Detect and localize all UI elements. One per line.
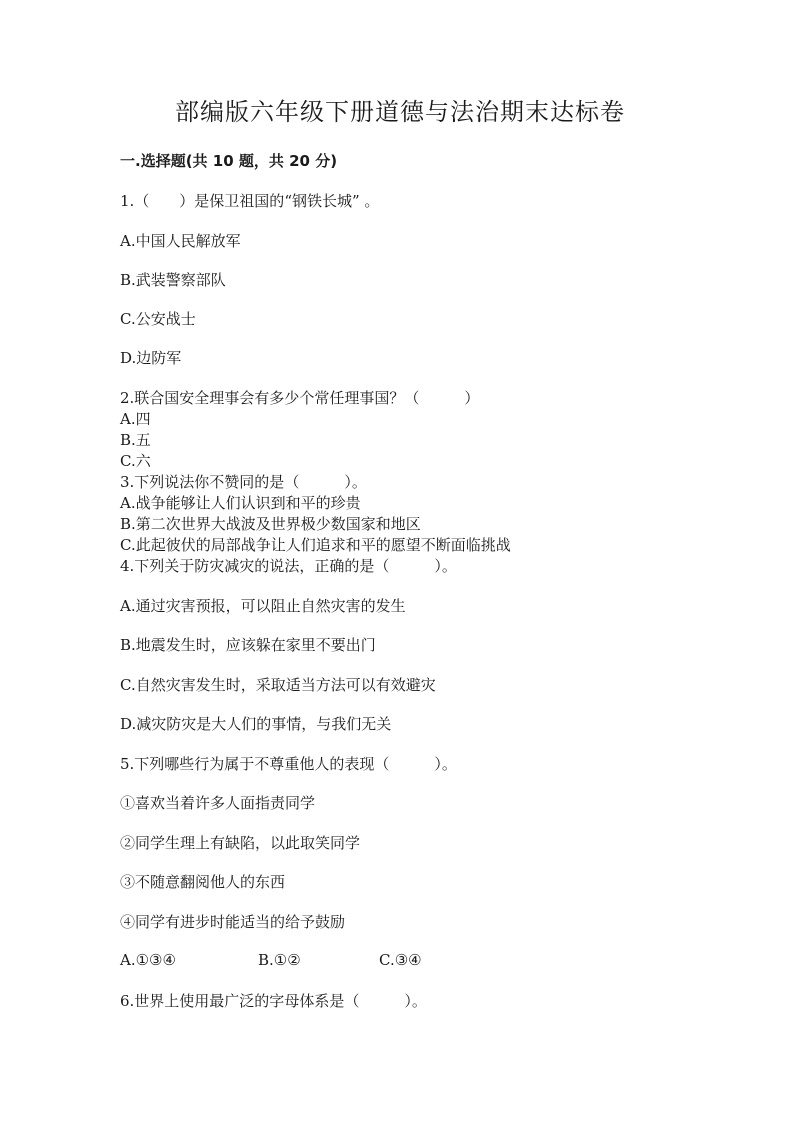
question-3-option-a: A.战争能够让人们认识到和平的珍贵 — [120, 494, 361, 512]
question-5-statement-1: ①喜欢当着许多人面指责同学 — [120, 794, 316, 812]
question-5-stem: 5.下列哪些行为属于不尊重他人的表现（ ）。 — [120, 755, 457, 773]
question-4-option-a: A.通过灾害预报，可以阻止自然灾害的发生 — [120, 597, 406, 615]
question-1-option-d: D.边防军 — [120, 349, 182, 367]
question-1-option-a: A.中国人民解放军 — [120, 232, 241, 250]
question-3-stem: 3.下列说法你不赞同的是（ ）。 — [120, 473, 367, 491]
question-1-option-b: B.武装警察部队 — [120, 271, 226, 289]
question-2-option-b: B.五 — [120, 431, 151, 449]
question-1-option-c: C.公安战士 — [120, 310, 196, 328]
question-4-stem: 4.下列关于防灾减灾的说法，正确的是（ ）。 — [120, 557, 457, 575]
question-2-option-a: A.四 — [120, 410, 151, 428]
question-6-stem: 6.世界上使用最广泛的字母体系是（ ）。 — [120, 992, 427, 1010]
question-4-option-b: B.地震发生时，应该躲在家里不要出门 — [120, 636, 376, 654]
page-title: 部编版六年级下册道德与法治期末达标卷 — [175, 98, 625, 126]
question-3-option-b: B.第二次世界大战波及世界极少数国家和地区 — [120, 515, 421, 533]
question-5-statement-3: ③不随意翻阅他人的东西 — [120, 873, 286, 891]
question-5-option-c: C.③④ — [379, 951, 422, 969]
question-2-stem: 2.联合国安全理事会有多少个常任理事国？（ ） — [120, 389, 480, 407]
question-4-option-c: C.自然灾害发生时，采取适当方法可以有效避灾 — [120, 676, 436, 694]
question-5-option-b: B.①② — [258, 951, 301, 969]
question-5-statement-4: ④同学有进步时能适当的给予鼓励 — [120, 913, 346, 931]
question-3-option-c: C.此起彼伏的局部战争让人们追求和平的愿望不断面临挑战 — [120, 536, 511, 554]
question-2-option-c: C.六 — [120, 452, 151, 470]
question-5-statement-2: ②同学生理上有缺陷，以此取笑同学 — [120, 834, 361, 852]
question-4-option-d: D.减灾防灾是大人们的事情，与我们无关 — [120, 715, 392, 733]
question-5-option-a: A.①③④ — [120, 951, 176, 969]
question-1-stem: 1.（ ）是保卫祖国的“钢铁长城” 。 — [120, 192, 380, 210]
section-heading: 一.选择题(共 10 题，共 20 分) — [120, 152, 338, 170]
